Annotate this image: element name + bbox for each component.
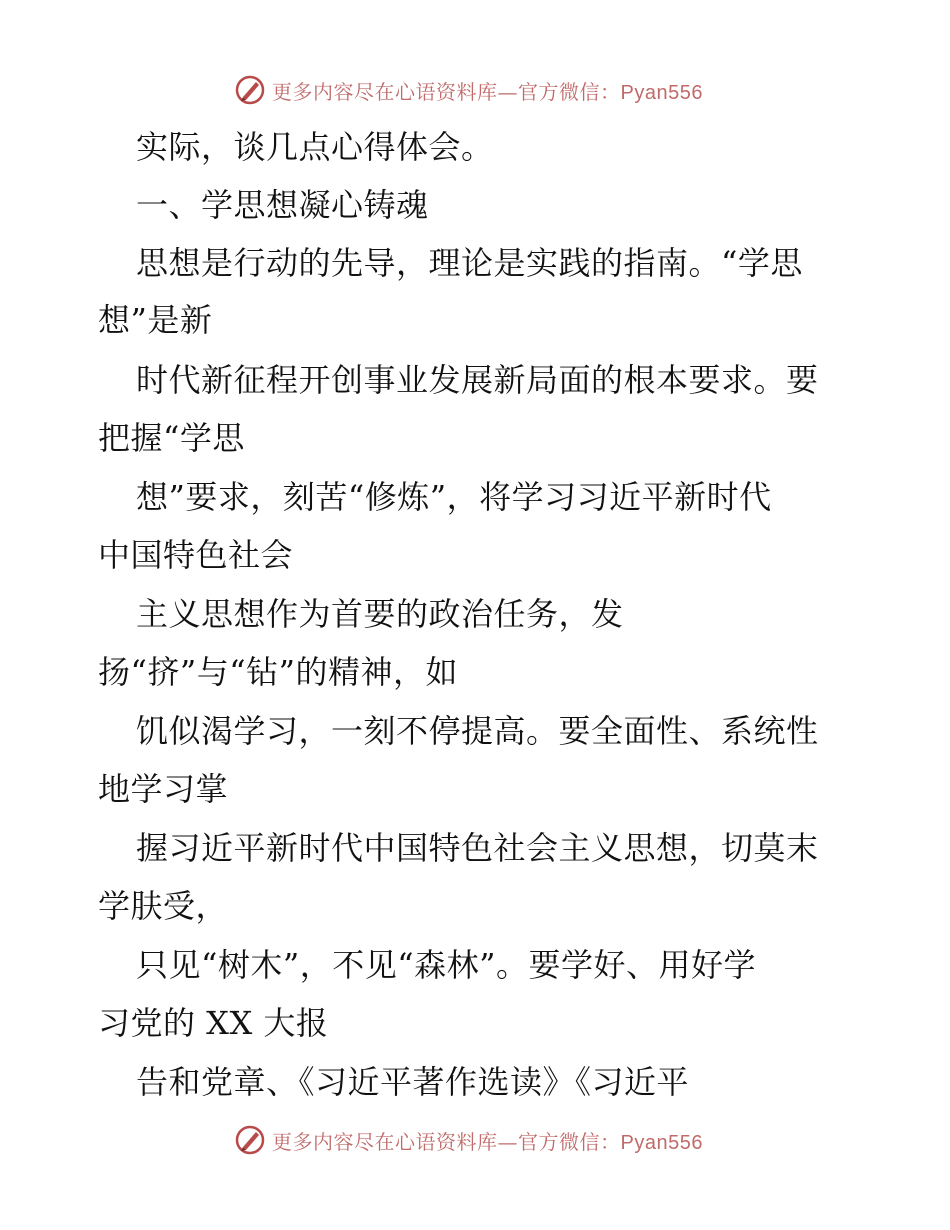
section-heading: 一、学思想凝心铸魂 xyxy=(136,186,429,224)
text-line: 想”是新 xyxy=(98,301,213,339)
watermark-text: 更多内容尽在心语资料库—官方微信：Pyan556 xyxy=(272,79,703,104)
text-line: 地学习掌 xyxy=(98,770,229,808)
text-line: 学肤受， xyxy=(98,887,229,925)
header-watermark xyxy=(234,72,703,108)
footer-watermark xyxy=(234,1122,703,1158)
text-line: 中国特色社会 xyxy=(98,536,294,574)
pen-logo-icon xyxy=(234,1124,266,1156)
text-line: 思想是行动的先导，理论是实践的指南。“学思 xyxy=(136,244,803,282)
text-line: 握习近平新时代中国特色社会主义思想，切莫末 xyxy=(136,829,819,867)
pen-logo-icon xyxy=(234,74,266,106)
text-line: 主义思想作为首要的政治任务，发 xyxy=(136,595,624,633)
text-line: 想”要求，刻苦“修炼”，将学习习近平新时代 xyxy=(136,478,772,516)
text-line: 扬“挤”与“钻”的精神，如 xyxy=(98,653,458,691)
text-line: 只见“树木”，不见“森林”。要学好、用好学 xyxy=(136,946,756,984)
text-line: 习党的 XX 大报 xyxy=(98,1004,329,1042)
text-line: 饥似渴学习，一刻不停提高。要全面性、系统性 xyxy=(136,712,819,750)
text-line: 时代新征程开创事业发展新局面的根本要求。要 xyxy=(136,361,819,399)
watermark-text: 更多内容尽在心语资料库—官方微信：Pyan556 xyxy=(272,1129,703,1154)
text-line: 告和党章、《习近平著作选读》《习近平 xyxy=(136,1063,690,1101)
text-line: 把握“学思 xyxy=(98,419,245,457)
text-line: 实际，谈几点心得体会。 xyxy=(136,128,494,166)
